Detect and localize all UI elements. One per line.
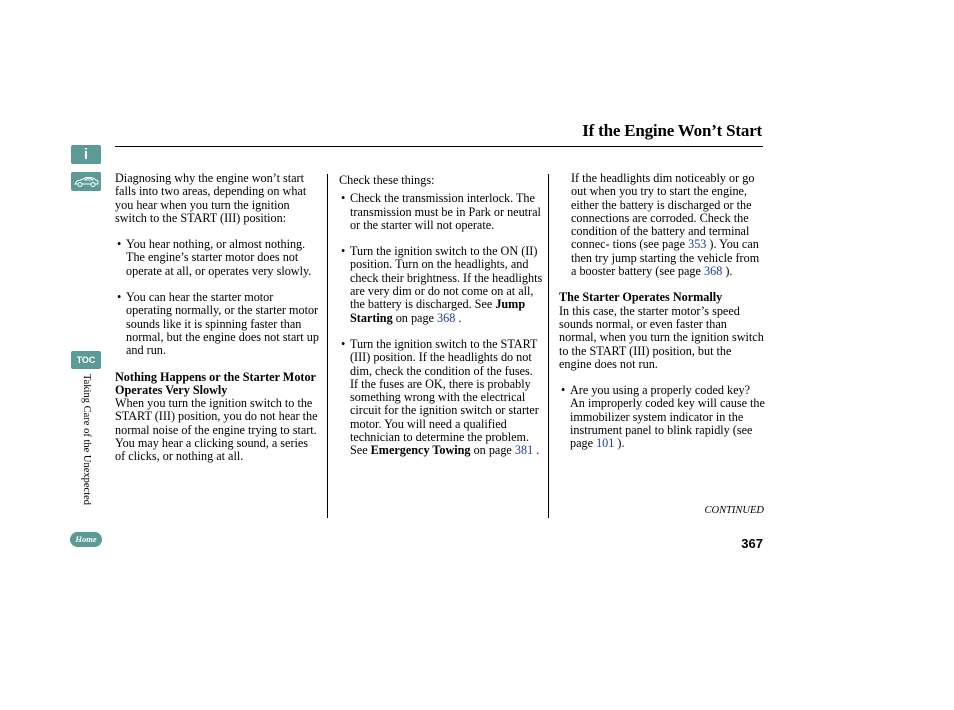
section-label: Taking Care of the Unexpected: [81, 374, 92, 506]
list-item: • Turn the ignition switch to the START (III) position. If the headlights do not dim, check the condition of the fuses. If the fuses are OK, there is probably something wrong with the electrical circuit for the ignition switch or starter motor. You will need a qualified technician to determine the problem. See Emergency Towing on page 381 .: [339, 338, 543, 458]
list-item-text: Turn the ignition switch to the ON (II) position. Turn on the headlights, and check their brightness. If the headlights are very dim or do not come on at all, the battery is discharged. See: [350, 244, 543, 312]
body-paragraph: When you turn the ignition switch to the START (III) position, you do not hear the normal noise of the engine trying to start. You may hear a clicking sound, a series of clicks, or nothing at all.: [115, 396, 318, 464]
info-icon: i: [83, 146, 89, 163]
list-item: • You hear nothing, or almost nothing. The engine’s starter motor does not operate at all, or operates very slowly.: [115, 238, 320, 278]
page-link[interactable]: 368: [704, 264, 723, 279]
home-label: Home: [75, 534, 97, 544]
list-item-text: Turn the ignition switch to the START (III) position. If the headlights do not dim, check the condition of the fuses. If the fuses are OK, there is probably something wrong with the electrical circuit for the ignition switch or starter motor. You will need a qualified technician to determine the problem. See: [350, 336, 539, 458]
vehicle-button[interactable]: [71, 172, 101, 191]
column-1: [115, 172, 320, 464]
column-divider-2: [548, 174, 549, 518]
toc-label: TOC: [76, 355, 96, 365]
column-3: [559, 172, 765, 451]
page-number: 367: [741, 536, 763, 551]
cross-reference: Emergency Towing: [370, 443, 471, 458]
section-heading: The Starter Operates Normally: [559, 290, 723, 305]
cross-reference: Jump Starting: [350, 297, 526, 325]
section-heading: Nothing Happens or the Starter Motor Operates Very Slowly: [115, 369, 316, 397]
column-divider-1: [327, 174, 328, 518]
list-item: • You can hear the starter motor operating normally, or the starter motor sounds like it is spinning faster than normal, but the engine does not start up and run.: [115, 291, 320, 357]
on-page-text: on page: [395, 310, 434, 325]
column-2: [339, 174, 543, 458]
car-icon: [71, 172, 101, 191]
page-title: If the Engine Won’t Start: [582, 121, 762, 140]
body-paragraph: In this case, the starter motor’s speed sounds normal, or even faster than normal, when you turn the ignition switch to the START (III) position, but the engine does not run.: [559, 303, 764, 371]
page-link[interactable]: 368: [437, 310, 456, 325]
page-link[interactable]: 101: [596, 436, 615, 451]
list-item: • Check the transmission interlock. The transmission must be in Park or neutral or the starter will not operate.: [339, 192, 543, 232]
body-paragraph: If the headlights dim noticeably or go out when you try to start the engine, either the battery is discharged or the connections are corroded. Check the condition of the battery and terminal connec- tions (see page 353 ). You can then try jump starting the vehicle from a booster battery (see page 368 ).: [571, 171, 760, 279]
list-item: • Turn the ignition switch to the ON (II) position. Turn on the headlights, and check their brightness. If the headlights are very dim or do not come on at all, the battery is discharged. See Jump Starting on page 368 .: [339, 245, 543, 325]
page-link[interactable]: 353: [688, 237, 707, 252]
intro-paragraph: Diagnosing why the engine won’t start falls into two areas, depending on what you hear when you turn the ignition switch to the START (III) position:: [115, 171, 307, 225]
continued-label: CONTINUED: [704, 505, 764, 516]
intro-paragraph: Check these things:: [339, 173, 435, 187]
title-divider: [115, 146, 763, 147]
on-page-text: on page: [473, 443, 512, 458]
page-link[interactable]: 381: [514, 443, 534, 458]
toc-button[interactable]: [71, 351, 101, 369]
home-button[interactable]: [70, 532, 102, 547]
info-button[interactable]: [71, 145, 101, 164]
list-item: • Are you using a properly coded key? An improperly coded key will cause the immobilizer system indicator in the instrument panel to blink rapidly (see page 101 ).: [559, 384, 765, 450]
